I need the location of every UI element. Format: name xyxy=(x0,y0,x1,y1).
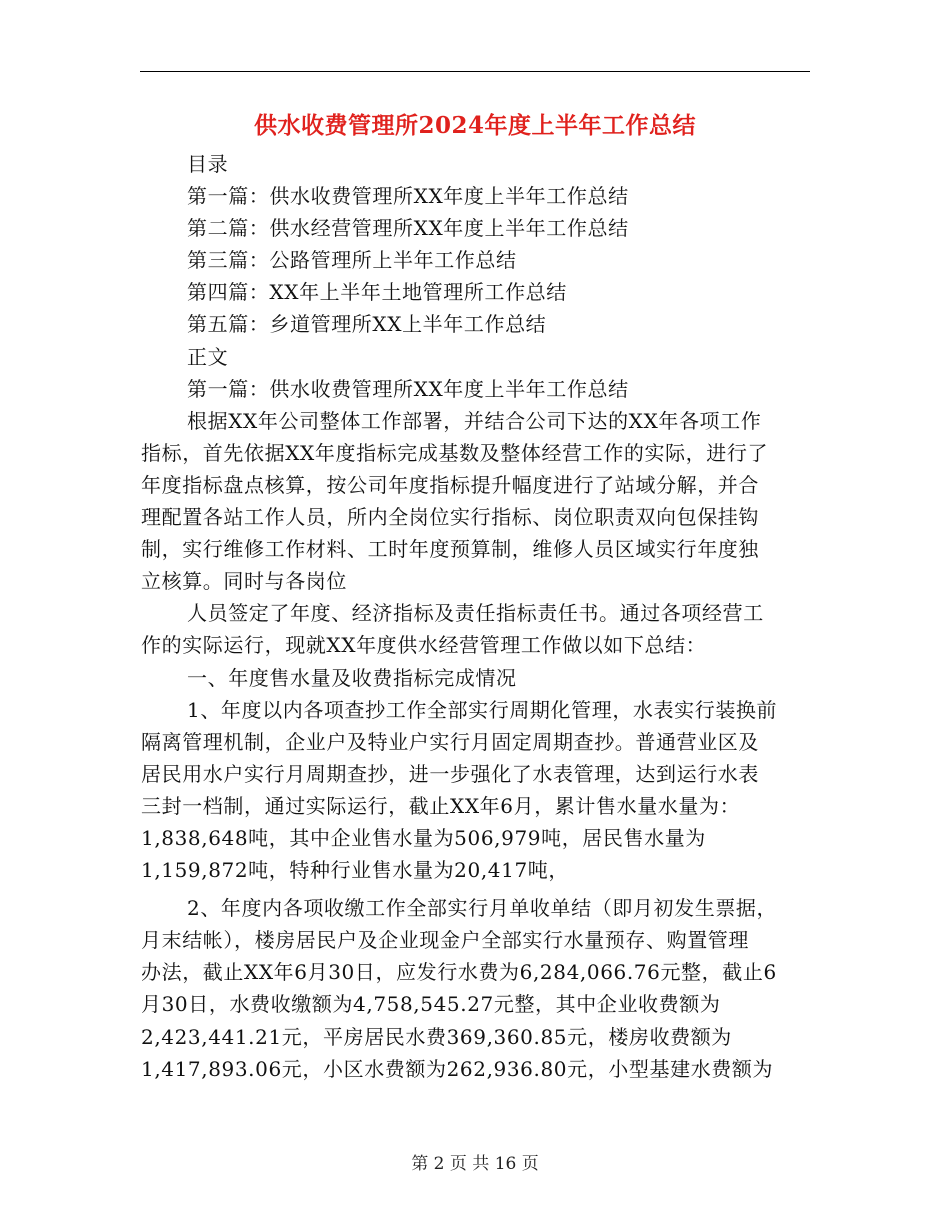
paragraph-line: 人员签定了年度、经济指标及责任指标责任书。通过各项经营工 xyxy=(187,601,764,626)
paragraph-line: 1、年度以内各项查抄工作全部实行周期化管理，水表实行装换前 xyxy=(187,697,778,722)
paragraph-line: 1,417,893.06元，小区水费额为262,936.80元，小型基建水费额为 xyxy=(141,1056,774,1081)
paragraph-line: 年度指标盘点核算，按公司年度指标提升幅度进行了站域分解，并合 xyxy=(141,472,759,497)
paragraph-line: 月末结帐），楼房居民户及企业现金户全部实行水量预存、购置管理 xyxy=(141,928,749,953)
paragraph-line: 理配置各站工作人员，所内全岗位实行指标、岗位职责双向包保挂钩 xyxy=(141,505,759,530)
paragraph-line: 月30日，水费收缴额为4,758,545.27元整，其中企业收费额为 xyxy=(141,992,721,1017)
paragraph-line: 三封一档制，通过实际运行，截止XX年6月，累计售水量水量为： xyxy=(141,793,741,818)
toc-item-2: 第二篇：供水经营管理所XX年度上半年工作总结 xyxy=(187,216,629,241)
page-number-footer: 第 2 页 共 16 页 xyxy=(411,1154,539,1174)
toc-heading: 目录 xyxy=(187,152,229,176)
toc-item-4: 第四篇：XX年上半年土地管理所工作总结 xyxy=(187,280,567,305)
toc-item-5: 第五篇：乡道管理所XX上半年工作总结 xyxy=(187,312,547,337)
toc-item-1: 第一篇：供水收费管理所XX年度上半年工作总结 xyxy=(187,184,629,209)
paragraph-line: 立核算。同时与各岗位 xyxy=(141,569,347,594)
body-heading: 正文 xyxy=(187,344,229,369)
paragraph-line: 根据XX年公司整体工作部署，并结合公司下达的XX年各项工作 xyxy=(187,408,762,433)
chapter-heading: 第一篇：供水收费管理所XX年度上半年工作总结 xyxy=(187,376,629,401)
paragraph-line: 办法，截止XX年6月30日，应发行水费为6,284,066.76元整，截止6 xyxy=(141,960,777,985)
paragraph-line: 作的实际运行，现就XX年度供水经营管理工作做以如下总结： xyxy=(141,633,707,658)
paragraph-line: 居民用水户实行月周期查抄，进一步强化了水表管理，达到运行水表 xyxy=(141,761,759,786)
toc-item-3: 第三篇：公路管理所上半年工作总结 xyxy=(187,248,517,273)
paragraph-line: 2、年度内各项收缴工作全部实行月单收单结（即月初发生票据， xyxy=(187,896,778,921)
document-title: 供水收费管理所2024年度上半年工作总结 xyxy=(253,112,696,139)
paragraph-line: 指标，首先依据XX年度指标完成基数及整体经营工作的实际，进行了 xyxy=(141,440,769,465)
paragraph-line: 2,423,441.21元，平房居民水费369,360.85元，楼房收费额为 xyxy=(141,1024,732,1049)
header-rule xyxy=(140,71,810,72)
paragraph-line: 1,838,648吨，其中企业售水量为506,979吨，居民售水量为 xyxy=(141,825,706,850)
section-heading: 一、年度售水量及收费指标完成情况 xyxy=(187,665,517,690)
paragraph-line: 1,159,872吨，特种行业售水量为20,417吨， xyxy=(141,858,569,883)
document-body xyxy=(141,148,811,1085)
paragraph-line: 制，实行维修工作材料、工时年度预算制，维修人员区域实行年度独 xyxy=(141,537,759,562)
paragraph-line: 隔离管理机制，企业户及特业户实行月固定周期查抄。普通营业区及 xyxy=(141,729,759,754)
